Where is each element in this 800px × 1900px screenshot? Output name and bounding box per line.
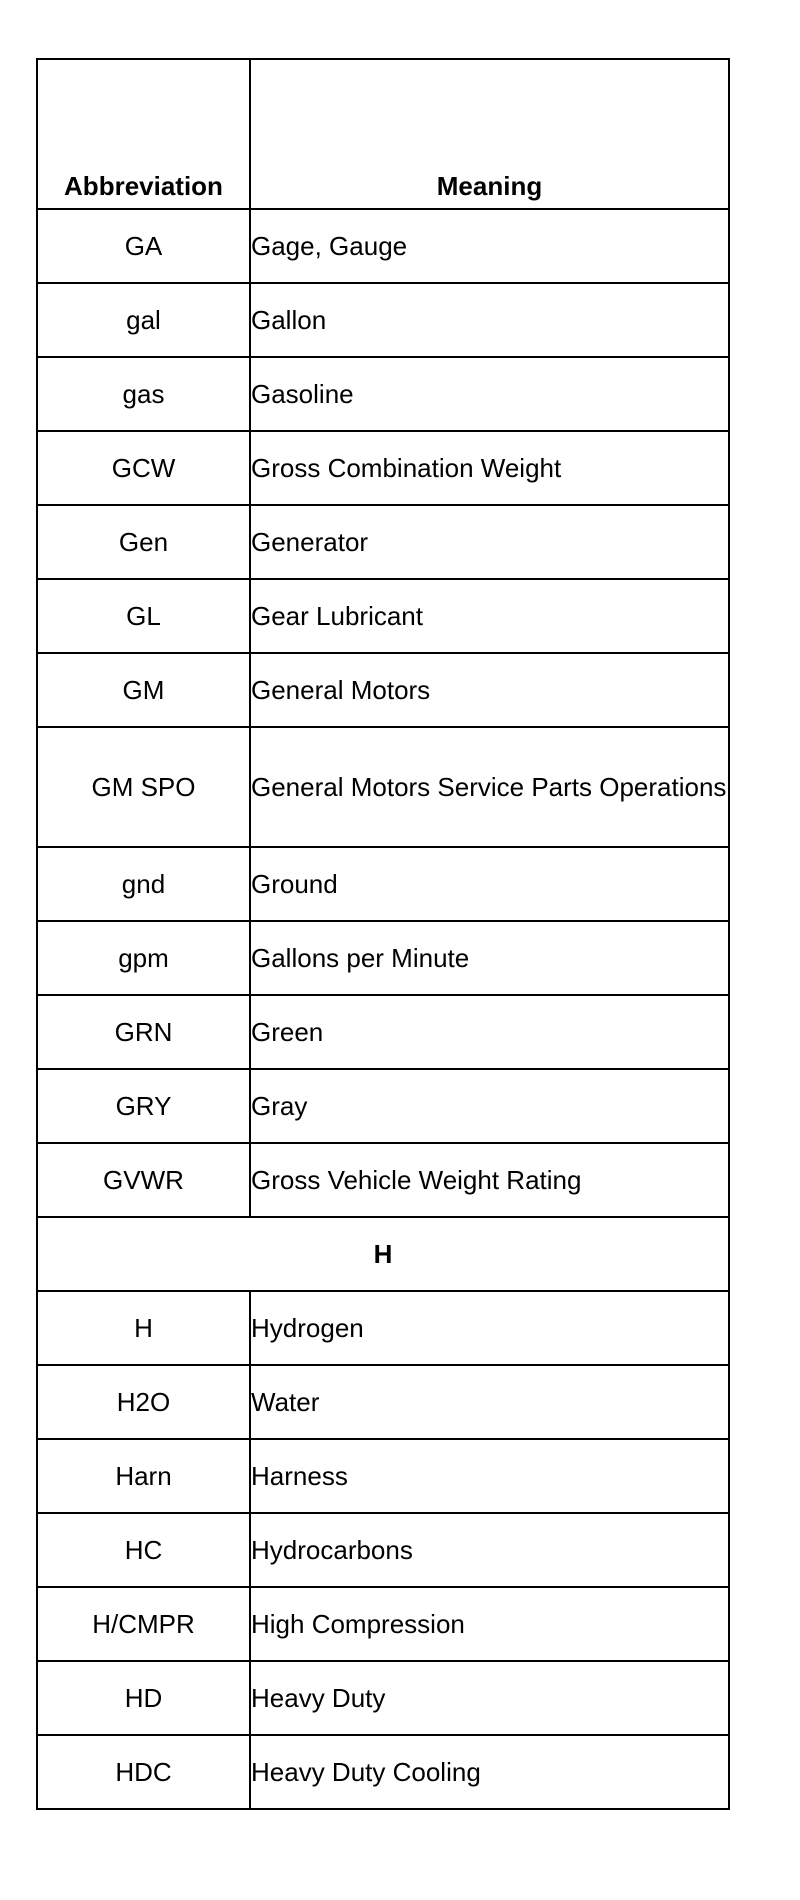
table-header-row: [37, 59, 729, 209]
abbreviation-cell: GM: [37, 653, 250, 727]
abbreviation-cell: GA: [37, 209, 250, 283]
abbreviation-cell: H: [37, 1291, 250, 1365]
table-row: [37, 283, 729, 357]
meaning-cell: Gross Vehicle Weight Rating: [250, 1143, 729, 1217]
table-row: [37, 847, 729, 921]
meaning-cell: Gray: [250, 1069, 729, 1143]
table-row: [37, 727, 729, 847]
table-row: [37, 579, 729, 653]
abbreviation-cell: GM SPO: [37, 727, 250, 847]
meaning-cell: Gallons per Minute: [250, 921, 729, 995]
meaning-cell: Gasoline: [250, 357, 729, 431]
meaning-cell: High Compression: [250, 1587, 729, 1661]
table-row: [37, 921, 729, 995]
abbreviation-table: [36, 58, 730, 1810]
section-letter-h: H: [37, 1217, 729, 1291]
table-row: [37, 431, 729, 505]
abbreviation-cell: gas: [37, 357, 250, 431]
abbreviation-cell: Harn: [37, 1439, 250, 1513]
abbreviation-cell: Gen: [37, 505, 250, 579]
meaning-cell: General Motors Service Parts Operations: [250, 727, 729, 847]
meaning-cell: Harness: [250, 1439, 729, 1513]
abbreviation-cell: HDC: [37, 1735, 250, 1809]
abbreviation-cell: GRN: [37, 995, 250, 1069]
abbreviation-cell: HC: [37, 1513, 250, 1587]
table-row: [37, 1439, 729, 1513]
abbreviation-cell: H/CMPR: [37, 1587, 250, 1661]
meaning-cell: Hydrocarbons: [250, 1513, 729, 1587]
table-row: [37, 995, 729, 1069]
meaning-cell: Gross Combination Weight: [250, 431, 729, 505]
abbreviation-cell: gnd: [37, 847, 250, 921]
meaning-cell: Green: [250, 995, 729, 1069]
meaning-cell: General Motors: [250, 653, 729, 727]
meaning-cell: Water: [250, 1365, 729, 1439]
table-row: [37, 505, 729, 579]
abbreviation-cell: gpm: [37, 921, 250, 995]
table-row: [37, 1661, 729, 1735]
table-row: [37, 1365, 729, 1439]
meaning-cell: Hydrogen: [250, 1291, 729, 1365]
meaning-cell: Heavy Duty Cooling: [250, 1735, 729, 1809]
meaning-cell: Heavy Duty: [250, 1661, 729, 1735]
table-row: [37, 1291, 729, 1365]
table-row: [37, 1143, 729, 1217]
meaning-cell: Gear Lubricant: [250, 579, 729, 653]
abbreviation-cell: GRY: [37, 1069, 250, 1143]
table-row: [37, 1513, 729, 1587]
abbreviation-column-header: Abbreviation: [37, 59, 250, 209]
meaning-cell: Generator: [250, 505, 729, 579]
meaning-cell: Ground: [250, 847, 729, 921]
section-header-row: [37, 1217, 729, 1291]
table-row: [37, 1587, 729, 1661]
table-row: [37, 1735, 729, 1809]
meaning-cell: Gage, Gauge: [250, 209, 729, 283]
abbreviation-cell: HD: [37, 1661, 250, 1735]
meaning-cell: Gallon: [250, 283, 729, 357]
table-row: [37, 1069, 729, 1143]
abbreviation-cell: gal: [37, 283, 250, 357]
table-row: [37, 653, 729, 727]
abbreviation-cell: H2O: [37, 1365, 250, 1439]
meaning-column-header: Meaning: [250, 59, 729, 209]
abbreviation-cell: GCW: [37, 431, 250, 505]
table-row: [37, 209, 729, 283]
abbreviation-cell: GVWR: [37, 1143, 250, 1217]
abbreviation-cell: GL: [37, 579, 250, 653]
table-row: [37, 357, 729, 431]
